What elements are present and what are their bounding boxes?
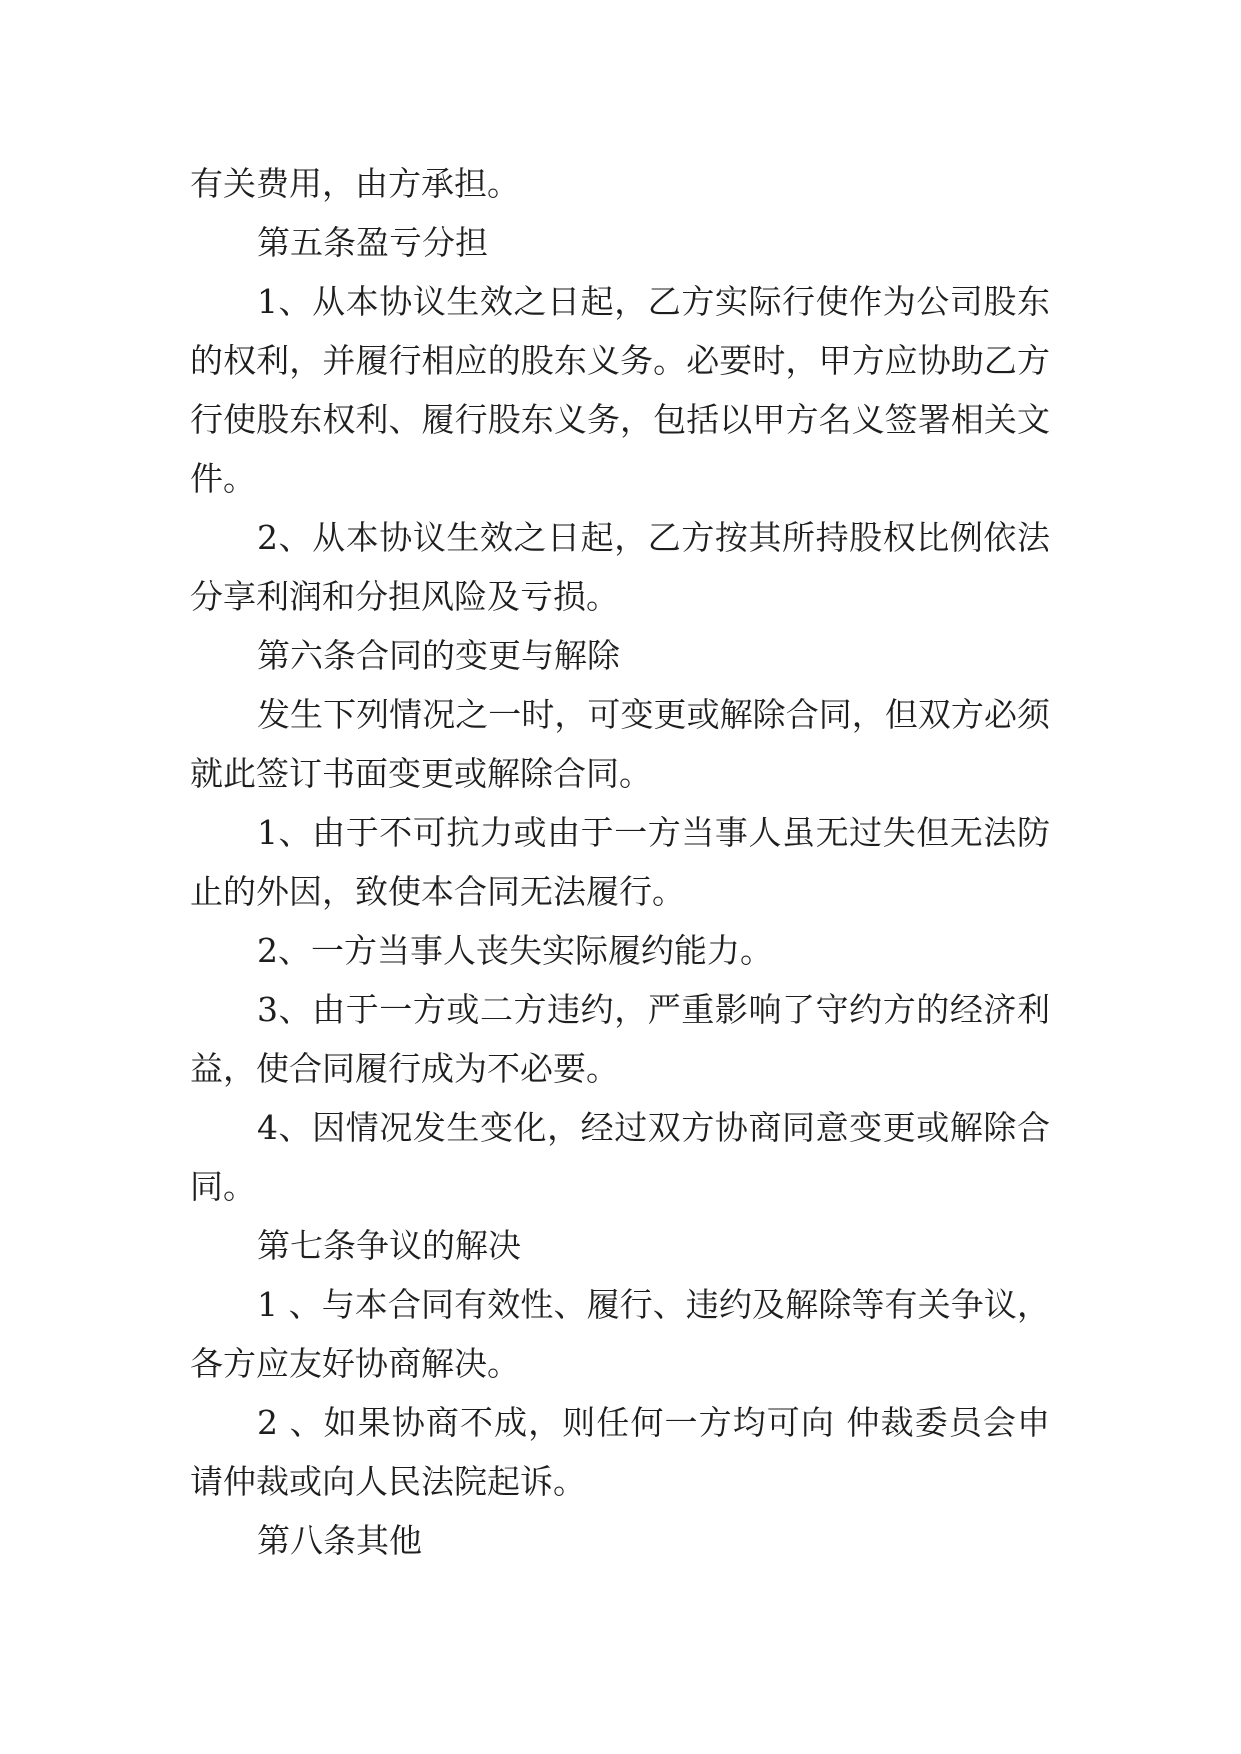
text-line: 4、因情况发生变化，经过双方协商同意变更或解除合 [257,1108,1050,1147]
text-line: 3、由于一方或二方违约，严重影响了守约方的经济利 [257,990,1050,1029]
text-line: 件。 [190,459,256,498]
section-heading: 第六条合同的变更与解除 [257,636,620,675]
text-line: 请仲裁或向人民法院起诉。 [190,1462,586,1501]
text-line: 止的外因，致使本合同无法履行。 [190,872,685,911]
section-heading: 第五条盈亏分担 [257,223,488,262]
section-heading: 第七条争议的解决 [257,1226,521,1265]
text-line: 就此签订书面变更或解除合同。 [190,754,652,793]
text-line: 1、从本协议生效之日起，乙方实际行使作为公司股东 [257,282,1050,321]
text-line: 各方应友好协商解决。 [190,1344,520,1383]
text-line: 的权利，并履行相应的股东义务。必要时，甲方应协助乙方 [190,341,1050,380]
text-line: 发生下列情况之一时，可变更或解除合同，但双方必须 [257,695,1050,734]
text-line: 益，使合同履行成为不必要。 [190,1049,619,1088]
text-line: 1 、与本合同有效性、履行、违约及解除等有关争议， [257,1285,1050,1324]
text-line: 2、从本协议生效之日起，乙方按其所持股权比例依法 [257,518,1050,557]
text-line: 行使股东权利、履行股东义务，包括以甲方名义签署相关文 [190,400,1050,439]
section-heading: 第八条其他 [257,1521,422,1560]
text-line: 同。 [190,1167,256,1206]
text-line: 1、由于不可抗力或由于一方当事人虽无过失但无法防 [257,813,1050,852]
text-line: 2 、如果协商不成，则任何一方均可向 仲裁委员会申 [257,1403,1050,1442]
text-line: 分享利润和分担风险及亏损。 [190,577,619,616]
text-line: 2、一方当事人丧失实际履约能力。 [257,931,773,970]
text-line: 有关费用，由方承担。 [190,164,520,203]
